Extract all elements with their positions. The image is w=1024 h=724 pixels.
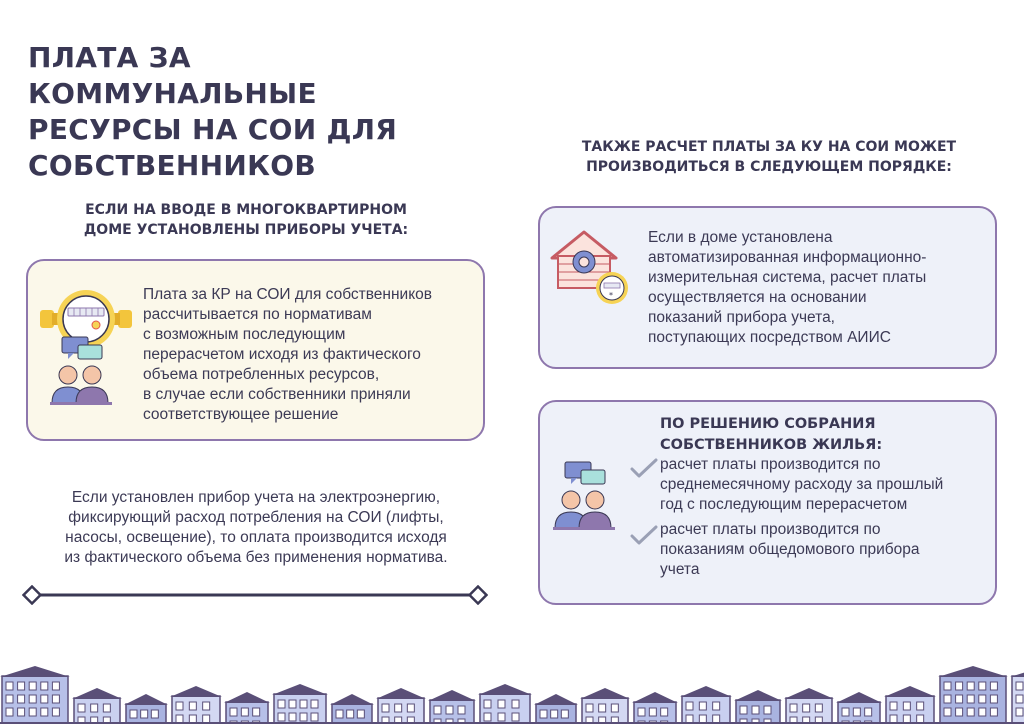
people-chat-icon	[48, 335, 120, 407]
check-icon	[630, 457, 658, 479]
text-line: показаниям общедомового прибора	[660, 541, 920, 558]
text-line: расчет платы производится по	[660, 521, 881, 538]
smart-house-icon	[548, 228, 632, 308]
text-line: перерасчетом исходя из фактического	[143, 346, 421, 363]
text-line: поступающих посредством АИИС	[648, 329, 891, 346]
text-line: насосы, освещение), то оплата производится исходя	[65, 529, 447, 546]
house	[1010, 666, 1024, 724]
house	[428, 690, 476, 724]
house	[734, 690, 782, 724]
text-line: в случае если собственники приняли	[143, 386, 411, 403]
houses-decoration	[0, 650, 1024, 724]
text-line: фиксирующий расход потребления на СОИ (лифты,	[68, 509, 444, 526]
heading-line: ТАКЖЕ РАСЧЕТ ПЛАТЫ ЗА КУ НА СОИ МОЖЕТ	[581, 139, 957, 155]
text-line: среднемесячному расходу за прошлый	[660, 476, 944, 493]
text-line: год с последующим перерасчетом	[660, 496, 908, 513]
heading-line: ДОМЕ УСТАНОВЛЕНЫ ПРИБОРЫ УЧЕТА:	[83, 222, 409, 238]
aiis-text	[648, 228, 926, 348]
house	[784, 688, 834, 724]
text-line: учета	[660, 561, 700, 578]
house	[836, 692, 882, 724]
electricity-meter-note	[30, 488, 482, 568]
people-chat-icon	[550, 460, 624, 532]
house	[938, 666, 1008, 724]
text-line: автоматизированная информационно-	[648, 249, 927, 266]
left-section-heading	[40, 200, 452, 240]
house	[0, 666, 70, 724]
text-line: Если установлен прибор учета на электроэнергию,	[71, 489, 441, 506]
text-line: с возможным последующим	[143, 326, 346, 343]
page-title	[28, 40, 488, 184]
text-line: соответствующее решение	[143, 406, 339, 423]
house	[680, 686, 732, 724]
heading-line: ПО РЕШЕНИЮ СОБРАНИЯ	[660, 416, 876, 432]
text-line: из фактического объема без применения норматива.	[64, 549, 448, 566]
house	[478, 684, 532, 724]
house	[224, 692, 270, 724]
text-line: измерительная система, расчет платы	[648, 269, 927, 286]
title-line: ПЛАТА ЗА КОММУНАЛЬНЫЕ	[28, 41, 317, 110]
house	[330, 694, 374, 724]
house	[376, 688, 426, 724]
heading-line: ПРОИЗВОДИТЬСЯ В СЛЕДУЮЩЕМ ПОРЯДКЕ:	[586, 159, 952, 175]
text-line: Плата за КР на СОИ для собственников	[143, 286, 433, 303]
house	[124, 694, 168, 724]
house	[884, 686, 936, 724]
list-item	[660, 520, 920, 580]
owners-decision-heading	[660, 414, 882, 456]
house	[632, 692, 678, 724]
house	[72, 688, 122, 724]
right-section-heading	[560, 137, 978, 177]
house	[580, 688, 630, 724]
text-line: объема потребленных ресурсов,	[143, 366, 380, 383]
meter-norm-text	[143, 285, 432, 425]
text-line: Если в доме установлена	[648, 229, 833, 246]
svg-text:*: *	[609, 291, 613, 300]
heading-line: СОБСТВЕННИКОВ ЖИЛЬЯ:	[660, 437, 883, 453]
title-line: РЕСУРСЫ НА СОИ ДЛЯ	[28, 113, 398, 146]
heading-line: ЕСЛИ НА ВВОДЕ В МНОГОКВАРТИРНОМ	[85, 202, 407, 218]
house	[534, 694, 578, 724]
list-item	[660, 455, 943, 515]
text-line: показаний прибора учета,	[648, 309, 835, 326]
text-line: осуществляется на основании	[648, 289, 867, 306]
title-line: СОБСТВЕННИКОВ	[28, 149, 317, 182]
check-icon	[630, 524, 658, 546]
text-line: расчет платы производится по	[660, 456, 881, 473]
house	[272, 684, 328, 724]
text-line: рассчитывается по нормативам	[143, 306, 372, 323]
divider	[22, 585, 488, 605]
house	[170, 686, 222, 724]
